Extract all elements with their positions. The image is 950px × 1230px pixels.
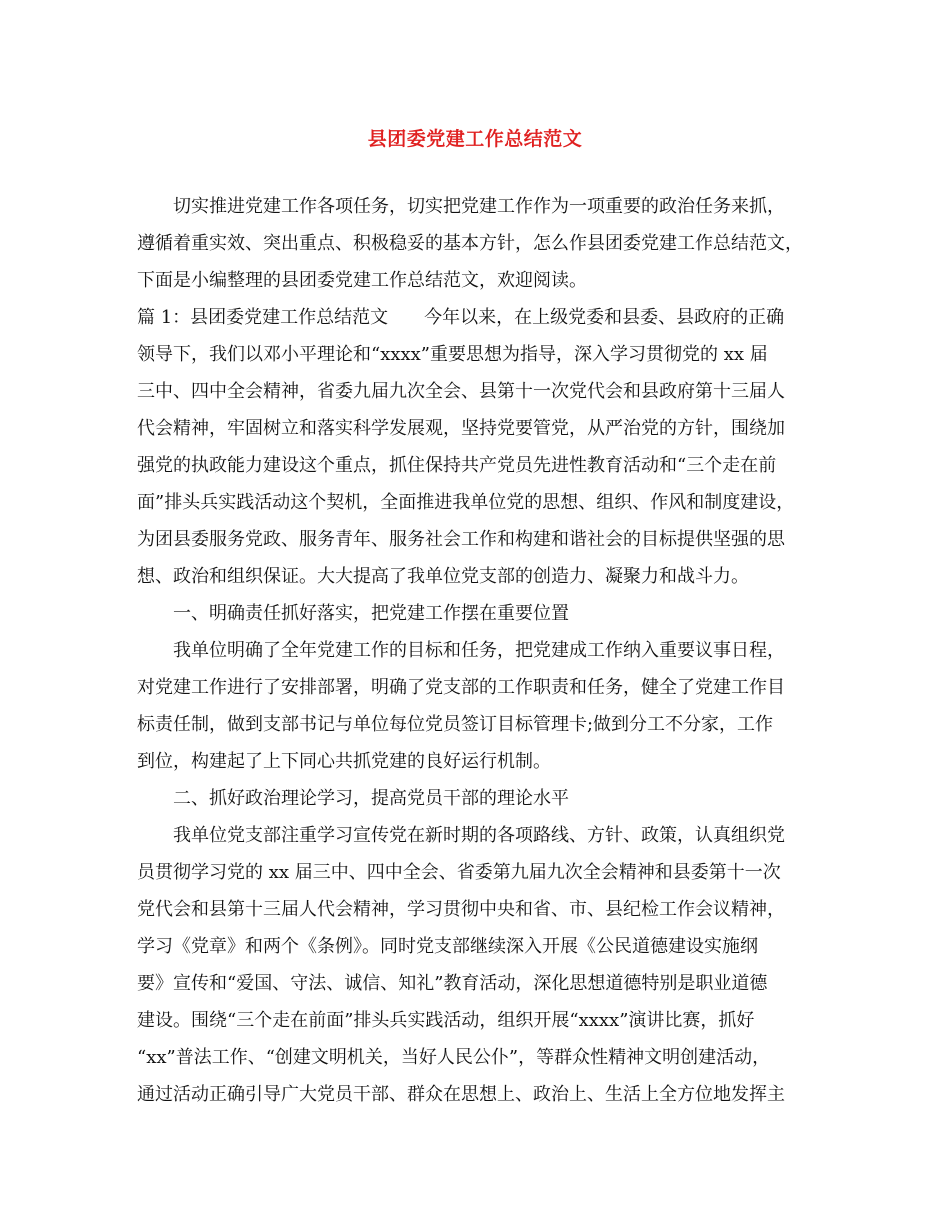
paragraph-line: 面”排头兵实践活动这个契机，全面推进我单位党的思想、组织、作风和制度建设， <box>137 492 795 513</box>
section-heading: 二、抓好政治理论学习，提高党员干部的理论水平 <box>173 788 569 809</box>
paragraph-line: 三中、四中全会精神，省委九届九次全会、县第十一次党代会和县政府第十三届人 <box>137 381 785 402</box>
paragraph-line: 篇 1：县团委党建工作总结范文 今年以来，在上级党委和县委、县政府的正确 <box>137 307 785 328</box>
paragraph-line: 下面是小编整理的县团委党建工作总结范文，欢迎阅读。 <box>137 270 587 291</box>
paragraph-line: 我单位明确了全年党建工作的目标和任务，把党建成工作纳入重要议事日程， <box>173 640 785 661</box>
paragraph-line: 要》宣传和“爱国、守法、诚信、知礼”教育活动，深化思想道德特别是职业道德 <box>137 973 768 994</box>
paragraph-line: 我单位党支部注重学习宣传党在新时期的各项路线、方针、政策，认真组织党 <box>173 825 785 846</box>
paragraph-line: 员贯彻学习党的 xx 届三中、四中全会、省委第九届九次全会精神和县委第十一次 <box>137 862 781 883</box>
paragraph-line: 切实推进党建工作各项任务，切实把党建工作作为一项重要的政治任务来抓， <box>173 196 785 217</box>
paragraph-line: 党代会和县第十三届人代会精神，学习贯彻中央和省、市、县纪检工作会议精神， <box>137 899 785 920</box>
paragraph-line: 领导下，我们以邓小平理论和“xxxx”重要思想为指导，深入学习贯彻党的 xx 届 <box>137 344 768 365</box>
document-body <box>137 188 817 1113</box>
paragraph-line: 学习《党章》和两个《条例》。同时党支部继续深入开展《公民道德建设实施纲 <box>137 936 758 957</box>
paragraph-line: 通过活动正确引导广大党员干部、群众在思想上、政治上、生活上全方位地发挥主 <box>137 1084 785 1105</box>
paragraph-line: 强党的执政能力建设这个重点，抓住保持共产党员先进性教育活动和“三个走在前 <box>137 455 777 476</box>
paragraph-line: 为团县委服务党政、服务青年、服务社会工作和构建和谐社会的目标提供坚强的思 <box>137 529 785 550</box>
paragraph-line: 代会精神，牢固树立和落实科学发展观，坚持党要管党，从严治党的方针，围绕加 <box>137 418 785 439</box>
document-title: 县团委党建工作总结范文 <box>367 128 583 150</box>
paragraph-line: 建设。围绕“三个走在前面”排头兵实践活动，组织开展“xxxx”演讲比赛，抓好 <box>137 1010 755 1031</box>
paragraph-line: 标责任制，做到支部书记与单位每位党员签订目标管理卡;做到分工不分家，工作 <box>137 714 774 735</box>
paragraph-line: 遵循着重实效、突出重点、积极稳妥的基本方针，怎么作县团委党建工作总结范文， <box>137 233 803 254</box>
paragraph-line: 对党建工作进行了安排部署，明确了党支部的工作职责和任务，健全了党建工作目 <box>137 677 785 698</box>
paragraph-line: 想、政治和组织保证。大大提高了我单位党支部的创造力、凝聚力和战斗力。 <box>137 566 749 587</box>
paragraph-line: “xx”普法工作、“创建文明机关，当好人民公仆”，等群众性精神文明创建活动， <box>137 1047 771 1068</box>
section-heading: 一、明确责任抓好落实，把党建工作摆在重要位置 <box>173 603 569 624</box>
paragraph-line: 到位，构建起了上下同心共抓党建的良好运行机制。 <box>137 751 551 772</box>
